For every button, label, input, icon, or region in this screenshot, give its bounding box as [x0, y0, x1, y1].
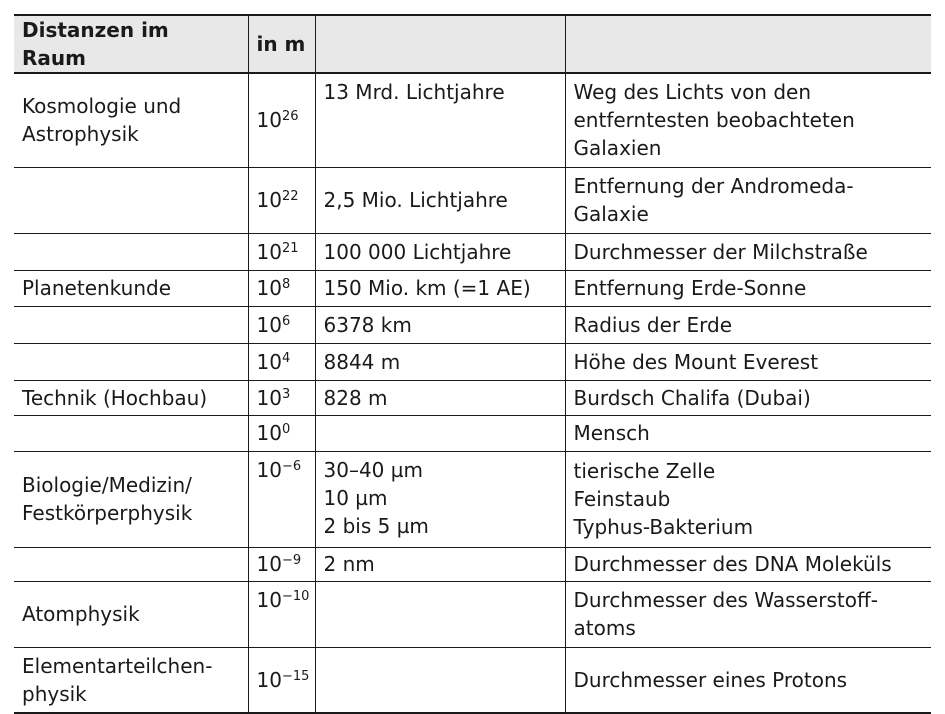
- description-cell: Entfernung Erde-Sonne: [565, 270, 931, 306]
- table-row: [14, 233, 931, 270]
- power-base: 10: [256, 385, 282, 410]
- power-cell: [248, 581, 315, 647]
- description-cell: Weg des Lichts von den entferntesten beobachteten Galaxien: [565, 73, 931, 167]
- power-base: 10: [256, 312, 282, 337]
- table-row: [14, 581, 931, 647]
- power-base: 10: [256, 188, 282, 212]
- power-base: 10: [256, 587, 282, 612]
- description-cell: Entfernung der Andromeda-Galaxie: [565, 167, 931, 233]
- category-cell: [14, 547, 248, 581]
- power-exponent: 26: [281, 109, 299, 125]
- category-cell: Technik (Hochbau): [22, 385, 208, 410]
- power-exponent: −6: [281, 458, 302, 474]
- description-cell: Durchmesser der Milchstraße: [565, 233, 931, 270]
- power-exponent: −15: [281, 668, 310, 684]
- table-row: [14, 343, 931, 380]
- power-base: 10: [256, 421, 282, 445]
- power-base: 10: [256, 239, 282, 264]
- category-cell: [14, 233, 248, 270]
- power-cell: [248, 233, 315, 270]
- header-distances: Distanzen im Raum: [14, 15, 248, 73]
- description-line: Feinstaub: [573, 487, 671, 511]
- description-cell: Durchmesser des Wasserstoff-atoms: [565, 581, 931, 647]
- category-cell: Atomphysik: [22, 602, 140, 626]
- category-cell: [14, 167, 248, 233]
- quantity-cell: [315, 647, 565, 713]
- quantity-cell: 150 Mio. km (=1 AE): [315, 270, 565, 306]
- quantity-cell: 828 m: [315, 380, 565, 415]
- description-cell: Durchmesser des DNA Moleküls: [565, 547, 931, 581]
- power-cell: [248, 167, 315, 233]
- power-exponent: 22: [281, 189, 299, 204]
- category-cell: [14, 343, 248, 380]
- power-cell: [248, 270, 315, 306]
- quantity-cell: 6378 km: [315, 306, 565, 343]
- quantity-cell: 2,5 Mio. Lichtjahre: [315, 167, 565, 233]
- power-base: 10: [256, 667, 282, 692]
- power-exponent: 0: [281, 422, 291, 437]
- power-exponent: −9: [281, 553, 302, 568]
- table-row: [14, 547, 931, 581]
- table-row: [14, 415, 931, 451]
- category-cell: Kosmologie und Astrophysik: [22, 94, 182, 147]
- quantity-cell: 13 Mrd. Lichtjahre: [315, 73, 565, 167]
- power-cell: [248, 451, 315, 547]
- power-cell: [248, 343, 315, 380]
- power-exponent: 6: [281, 313, 291, 329]
- power-exponent: −10: [281, 588, 310, 604]
- quantity-cell: 8844 m: [315, 343, 565, 380]
- header-quantity: [315, 15, 565, 73]
- distances-table: [14, 14, 931, 714]
- description-cell: Burdsch Chalifa (Dubai): [565, 380, 931, 415]
- power-base: 10: [256, 276, 282, 300]
- power-base: 10: [256, 349, 282, 374]
- quantity-cell: 2 nm: [315, 547, 565, 581]
- power-cell: [248, 380, 315, 415]
- power-exponent: 3: [281, 386, 291, 402]
- power-cell: [248, 647, 315, 713]
- description-cell: Radius der Erde: [565, 306, 931, 343]
- quantity-cell: 100 000 Lichtjahre: [315, 233, 565, 270]
- power-exponent: 4: [281, 350, 291, 366]
- power-cell: [248, 547, 315, 581]
- table-row: [14, 647, 931, 713]
- table-row: [14, 306, 931, 343]
- description-cell: [565, 451, 931, 547]
- quantity-line: 10 µm: [323, 485, 388, 510]
- table-row: [14, 73, 931, 167]
- table-row: [14, 451, 931, 547]
- category-cell: [14, 306, 248, 343]
- power-base: 10: [256, 457, 282, 482]
- power-cell: [248, 73, 315, 167]
- header-row: [14, 15, 931, 73]
- power-base: 10: [256, 552, 282, 576]
- header-unit: in m: [248, 15, 315, 73]
- description-cell: Höhe des Mount Everest: [565, 343, 931, 380]
- header-description: [565, 15, 931, 73]
- description-line: tierische Zelle: [573, 459, 716, 483]
- category-cell: Planetenkunde: [22, 276, 171, 300]
- power-cell: [248, 415, 315, 451]
- power-cell: [248, 306, 315, 343]
- quantity-cell: [315, 581, 565, 647]
- quantity-line: 30–40 µm: [323, 457, 423, 482]
- power-exponent: 8: [281, 277, 291, 292]
- description-cell: Mensch: [565, 415, 931, 451]
- quantity-line: 2 bis 5 µm: [323, 513, 429, 538]
- category-cell: Biologie/Medizin/ Festkörperphysik: [22, 473, 193, 525]
- table-row: [14, 270, 931, 306]
- quantity-cell: [315, 415, 565, 451]
- category-cell: [14, 415, 248, 451]
- category-cell: Elementarteilchen-physik: [22, 653, 213, 706]
- description-line: Typhus-Bakterium: [573, 515, 754, 539]
- power-base: 10: [256, 108, 282, 133]
- description-cell: Durchmesser eines Protons: [565, 647, 931, 713]
- table-row: [14, 380, 931, 415]
- table-row: [14, 167, 931, 233]
- quantity-cell: [315, 451, 565, 547]
- power-exponent: 21: [281, 240, 299, 256]
